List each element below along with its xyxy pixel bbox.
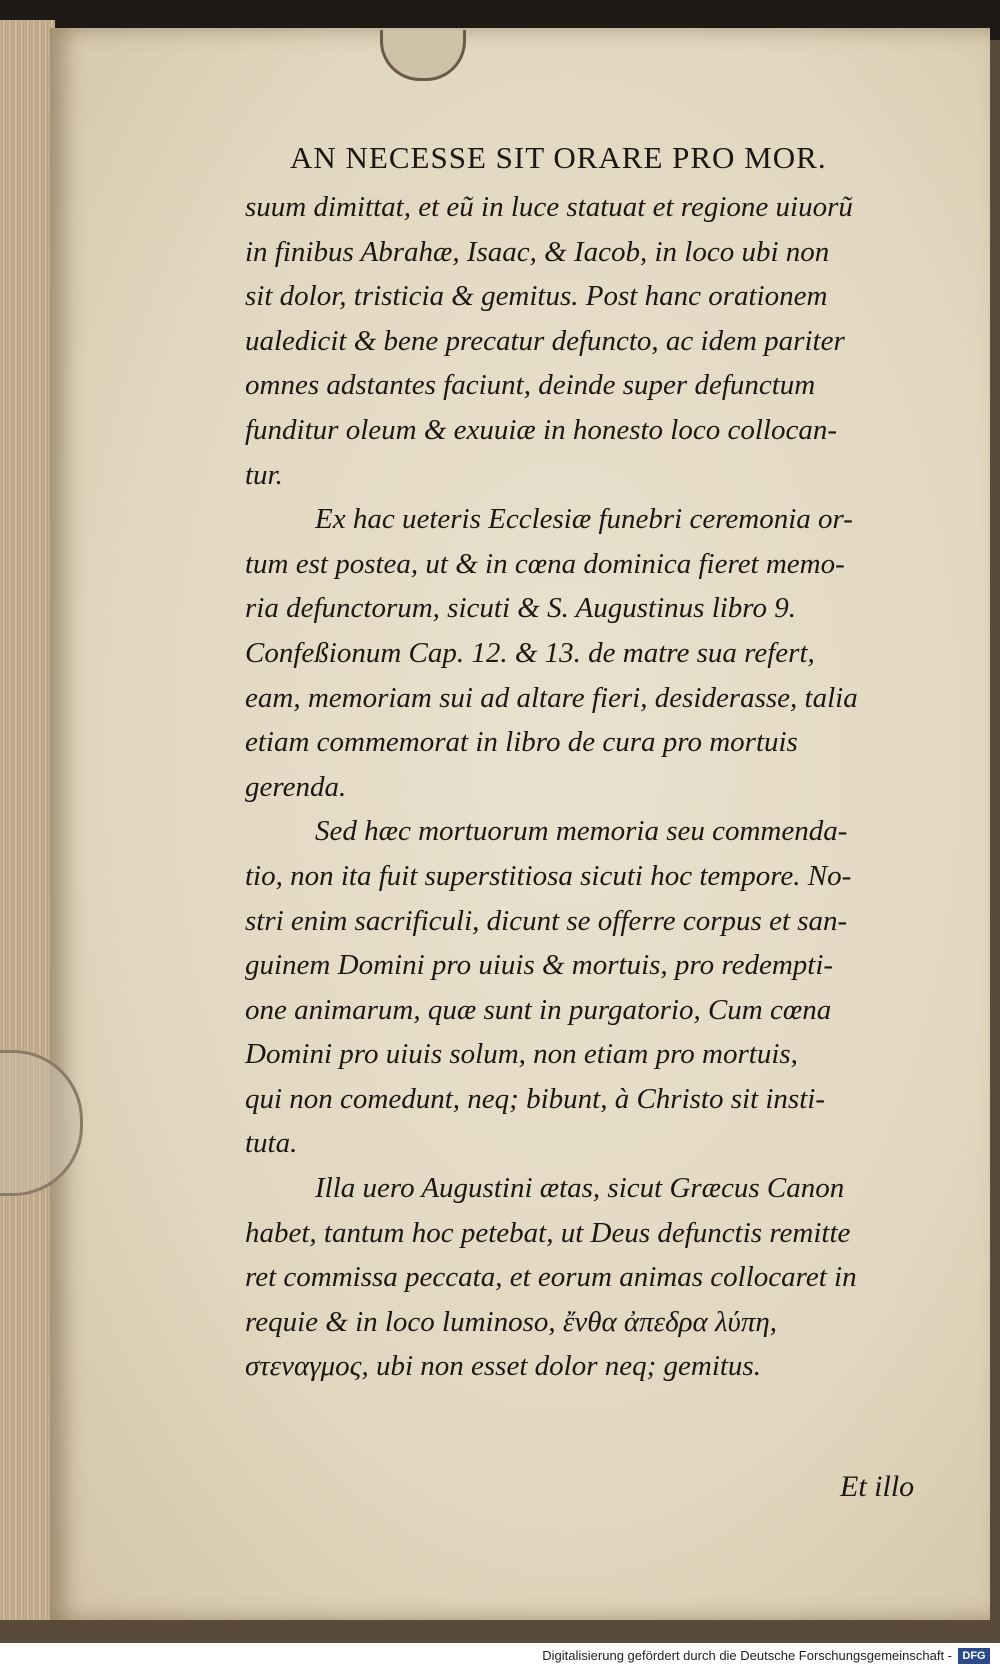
text-line: stri enim sacrificuli, dicunt se offerre corpus et san-: [245, 904, 848, 937]
text-line: one animarum, quæ sunt in purgatorio, Cum cœna: [245, 993, 832, 1026]
text-line: Domini pro uiuis solum, non etiam pro mortuis,: [245, 1038, 798, 1071]
running-head: AN NECESSE SIT ORARE PRO MOR.: [290, 140, 827, 175]
paragraph-start-line: Illa uero Augustini ætas, sicut Græcus Canon: [315, 1172, 845, 1205]
text-line: sit dolor, tristicia & gemitus. Post hanc orationem: [245, 280, 828, 313]
page-stack-edge: [0, 20, 55, 1620]
catchword: Et illo: [840, 1470, 915, 1503]
text-line: suum dimittat, et eũ in luce statuat et regione uiuorũ: [245, 191, 853, 223]
text-line: eam, memoriam sui ad altare fieri, desiderasse, talia: [245, 681, 858, 714]
text-line: Confeßionum Cap. 12. & 13. de matre sua refert,: [245, 636, 815, 669]
text-line: gerenda.: [245, 770, 347, 803]
text-line: tuta.: [245, 1127, 298, 1160]
body-text: [245, 185, 945, 1389]
text-line: guinem Domini pro uiuis & mortuis, pro redempti-: [245, 949, 834, 982]
text-line: requie & in loco luminoso, ἔνθα ἀπεδρα λύπη,: [245, 1305, 777, 1338]
text-line: tur.: [245, 458, 283, 491]
dfg-logo: DFG: [958, 1648, 990, 1664]
text-line: στεναγμος, ubi non esset dolor neq; gemitus.: [245, 1350, 761, 1383]
text-line: tio, non ita fuit superstitiosa sicuti hoc tempore. No-: [245, 859, 852, 892]
text-line: ualedicit & bene precatur defuncto, ac idem pariter: [245, 324, 845, 357]
paragraph-start-line: Ex hac ueteris Ecclesiæ funebri ceremonia or-: [315, 503, 853, 536]
text-line: funditur oleum & exuuiæ in honesto loco collocan-: [245, 413, 837, 446]
footer-credit: Digitalisierung gefördert durch die Deutsche Forschungsgemeinschaft -: [542, 1648, 952, 1663]
text-line: ret commissa peccata, et eorum animas collocaret in: [245, 1261, 857, 1294]
text-line: omnes adstantes faciunt, deinde super defunctum: [245, 369, 816, 402]
text-line: etiam commemorat in libro de cura pro mortuis: [245, 726, 798, 759]
text-line: qui non comedunt, neq; bibunt, à Christo sit insti-: [245, 1082, 825, 1115]
text-line: tum est postea, ut & in cœna dominica fieret memo-: [245, 547, 845, 580]
text-line: in finibus Abrahæ, Isaac, & Iacob, in loco ubi non: [245, 235, 830, 268]
text-line: habet, tantum hoc petebat, ut Deus defunctis remitte: [245, 1216, 851, 1249]
text-line: ria defunctorum, sicuti & S. Augustinus libro 9.: [245, 592, 797, 625]
paragraph-start-line: Sed hæc mortuorum memoria seu commenda-: [315, 815, 848, 848]
